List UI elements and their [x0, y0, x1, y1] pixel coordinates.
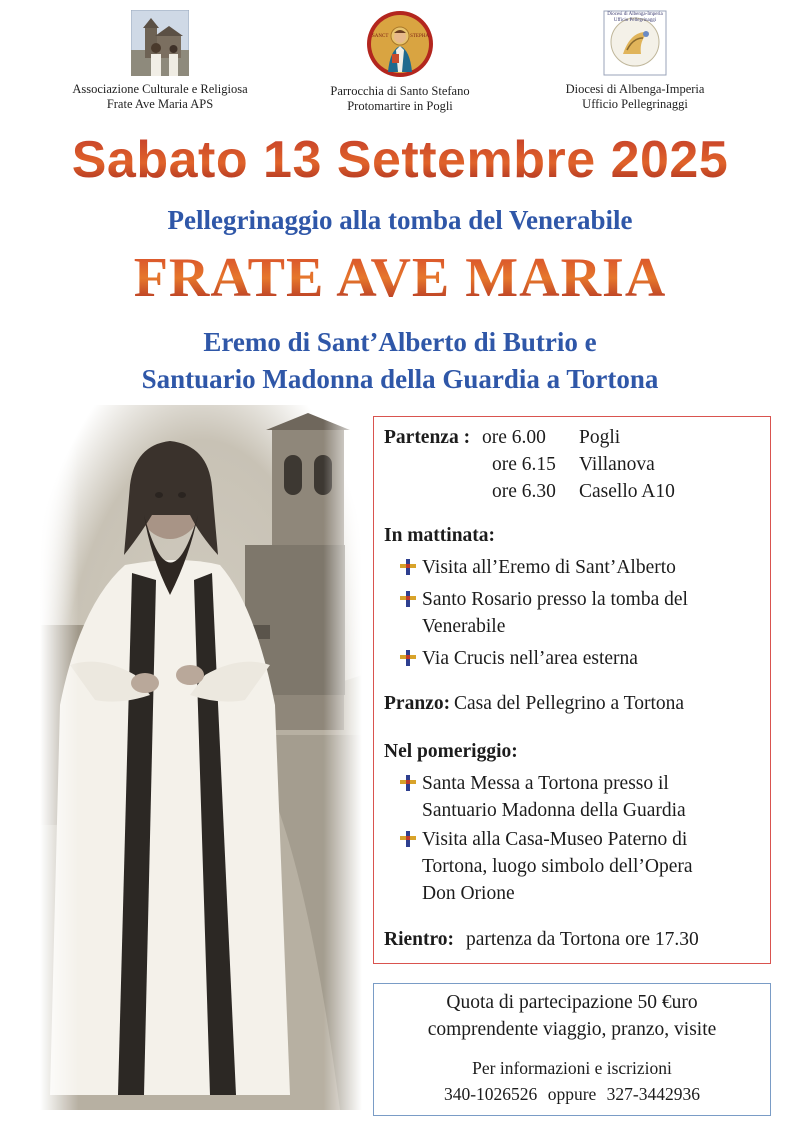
phone-number-2[interactable]: 327-3442936	[606, 1084, 700, 1104]
saint-stephen-icon-medallion	[366, 10, 434, 78]
quota-line-2: comprendente viaggio, pranzo, visite	[427, 1019, 717, 1040]
frate-ave-maria-title: FRATE AVE MARIA	[0, 246, 800, 310]
location-line-2: Santuario Madonna della Guardia a Tortona	[141, 364, 659, 394]
cross-bullet-icon	[400, 559, 416, 575]
lunch-label: Pranzo:	[384, 693, 451, 714]
phone-line	[374, 1084, 770, 1105]
eremo-church-photo-icon	[131, 10, 189, 76]
parish-caption-line1: Parrocchia di Santo Stefano	[330, 84, 470, 98]
diocese-seal-icon	[603, 10, 667, 76]
program-box	[373, 416, 771, 964]
diocese-seal-text: Diocesi di Albenga-Imperia Ufficio Pellegrinaggi	[607, 12, 663, 23]
departure-place-1: Pogli	[579, 427, 621, 448]
departure-place-3: Casello A10	[579, 481, 675, 502]
departure-label: Partenza :	[384, 427, 471, 448]
association-caption-line2: Frate Ave Maria APS	[106, 97, 214, 111]
afternoon-item-2: Visita alla Casa-Museo Paterno di	[422, 829, 688, 850]
return-label: Rientro:	[384, 929, 455, 950]
morning-label: In mattinata:	[384, 525, 496, 546]
diocese-caption-line1: Diocesi di Albenga-Imperia	[565, 82, 705, 96]
departure-time-2: ore 6.15	[492, 454, 556, 475]
morning-item-2: Santo Rosario presso la tomba del	[422, 589, 688, 610]
medallion-text-left: SANCT	[372, 34, 389, 39]
cross-bullet-icon	[400, 831, 416, 847]
diocese-caption-line2: Ufficio Pellegrinaggi	[582, 97, 688, 111]
medallion-text-right: STEPHA	[410, 34, 429, 39]
quota-box	[373, 983, 771, 1116]
cross-bullet-icon	[400, 591, 416, 607]
morning-item-1: Visita all’Eremo di Sant’Alberto	[422, 557, 676, 578]
phone-number-1[interactable]: 340-1026526	[443, 1084, 538, 1104]
location-line-1: Eremo di Sant’Alberto di Butrio e	[203, 327, 597, 357]
afternoon-item-1-cont: Santuario Madonna della Guardia	[422, 800, 686, 821]
quota-line-1: Quota di partecipazione 50 €uro	[446, 992, 698, 1013]
cross-bullet-icon	[400, 650, 416, 666]
afternoon-item-2-cont2: Don Orione	[422, 883, 515, 904]
logo-parish	[285, 10, 515, 114]
info-label: Per informazioni e iscrizioni	[472, 1058, 672, 1078]
afternoon-label: Nel pomeriggio:	[384, 741, 518, 762]
pilgrimage-subtitle: Pellegrinaggio alla tomba del Venerabile	[167, 205, 633, 235]
departure-time-3: ore 6.30	[492, 481, 556, 502]
frate-ave-maria-photo	[40, 405, 362, 1110]
morning-item-2-cont: Venerabile	[422, 616, 506, 637]
event-date-title: Sabato 13 Settembre 2025	[0, 130, 800, 190]
logo-association	[45, 10, 275, 112]
return-text: partenza da Tortona ore 17.30	[466, 929, 699, 950]
lunch-text: Casa del Pellegrino a Tortona	[454, 693, 685, 714]
afternoon-item-1: Santa Messa a Tortona presso il	[422, 773, 669, 794]
parish-caption-line2: Protomartire in Pogli	[347, 99, 453, 113]
afternoon-item-2-cont1: Tortona, luogo simbolo dell’Opera	[422, 856, 693, 877]
phone-or-text: oppure	[547, 1084, 597, 1104]
cross-bullet-icon	[400, 775, 416, 791]
morning-item-3: Via Crucis nell’area esterna	[422, 648, 638, 669]
departure-place-2: Villanova	[579, 454, 655, 475]
departure-time-1: ore 6.00	[482, 427, 546, 448]
logo-diocese	[520, 10, 750, 112]
association-caption-line1: Associazione Culturale e Religiosa	[72, 82, 248, 96]
